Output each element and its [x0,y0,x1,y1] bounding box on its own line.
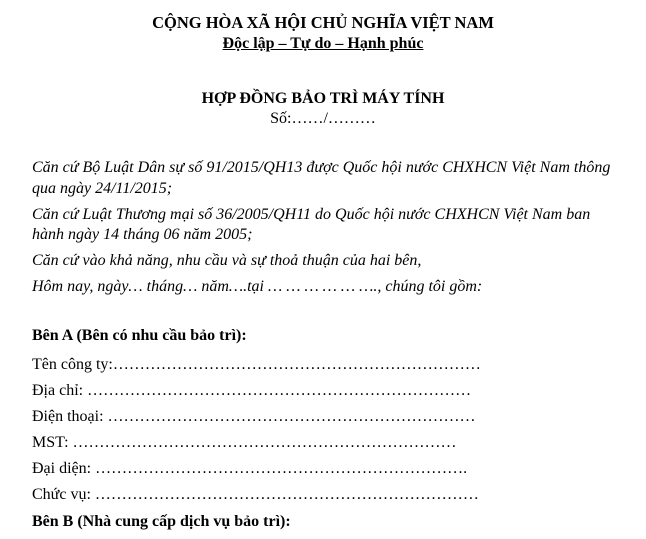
field-label: Chức vụ: [32,486,91,503]
field-dots: ……………………………………………………………… [83,382,472,399]
party-a-position-field [32,485,479,505]
preamble-line-2: qua ngày 24/11/2015; [32,180,173,197]
preamble-line-4: hành ngày 14 tháng 06 năm 2005; [32,226,253,243]
field-label: Địa chỉ: [32,382,84,399]
field-dots: …………………………………………………………… [112,356,481,373]
party-a-tax-code-field [32,433,457,453]
national-motto: Độc lập – Tự do – Hạnh phúc [222,35,424,52]
field-label: Điện thoại: [32,408,104,425]
contract-number: Số:……/……… [270,110,376,127]
preamble-line-1: Căn cứ Bộ Luật Dân sự số 91/2015/QH13 được Quốc hội nước CHXHCN Việt Nam thông [32,159,611,176]
field-label: Tên công ty: [32,356,113,373]
field-dots: ……………………………………………………………… [90,486,479,503]
field-label: Đại diện: [32,460,92,477]
party-a-address-field [32,381,471,401]
preamble-line-5: Căn cứ vào khả năng, nhu cầu và sự thoả thuận của hai bên, [32,252,422,269]
field-dots: ……………………………………………………………… [68,434,457,451]
preamble-line-6: Hôm nay, ngày… tháng… năm….tại … … … … … …., chúng tôi gồm: [32,278,483,295]
party-a-heading: Bên A (Bên có nhu cầu bảo trì): [32,327,247,344]
field-dots: …………………………………………………………… [103,408,476,425]
field-dots: ……………………………………………………………. [91,460,468,477]
party-b-heading: Bên B (Nhà cung cấp dịch vụ bảo trì): [32,513,291,530]
national-title: CỘNG HÒA XÃ HỘI CHỦ NGHĨA VIỆT NAM [152,13,494,32]
preamble-line-3: Căn cứ Luật Thương mại số 36/2005/QH11 do Quốc hội nước CHXHCN Việt Nam ban [32,206,591,223]
contract-title: HỢP ĐỒNG BẢO TRÌ MÁY TÍNH [201,90,445,107]
field-label: MST: [32,434,69,451]
party-a-phone-field [32,407,476,427]
party-a-representative-field [32,459,467,479]
party-a-company-field [32,355,481,375]
